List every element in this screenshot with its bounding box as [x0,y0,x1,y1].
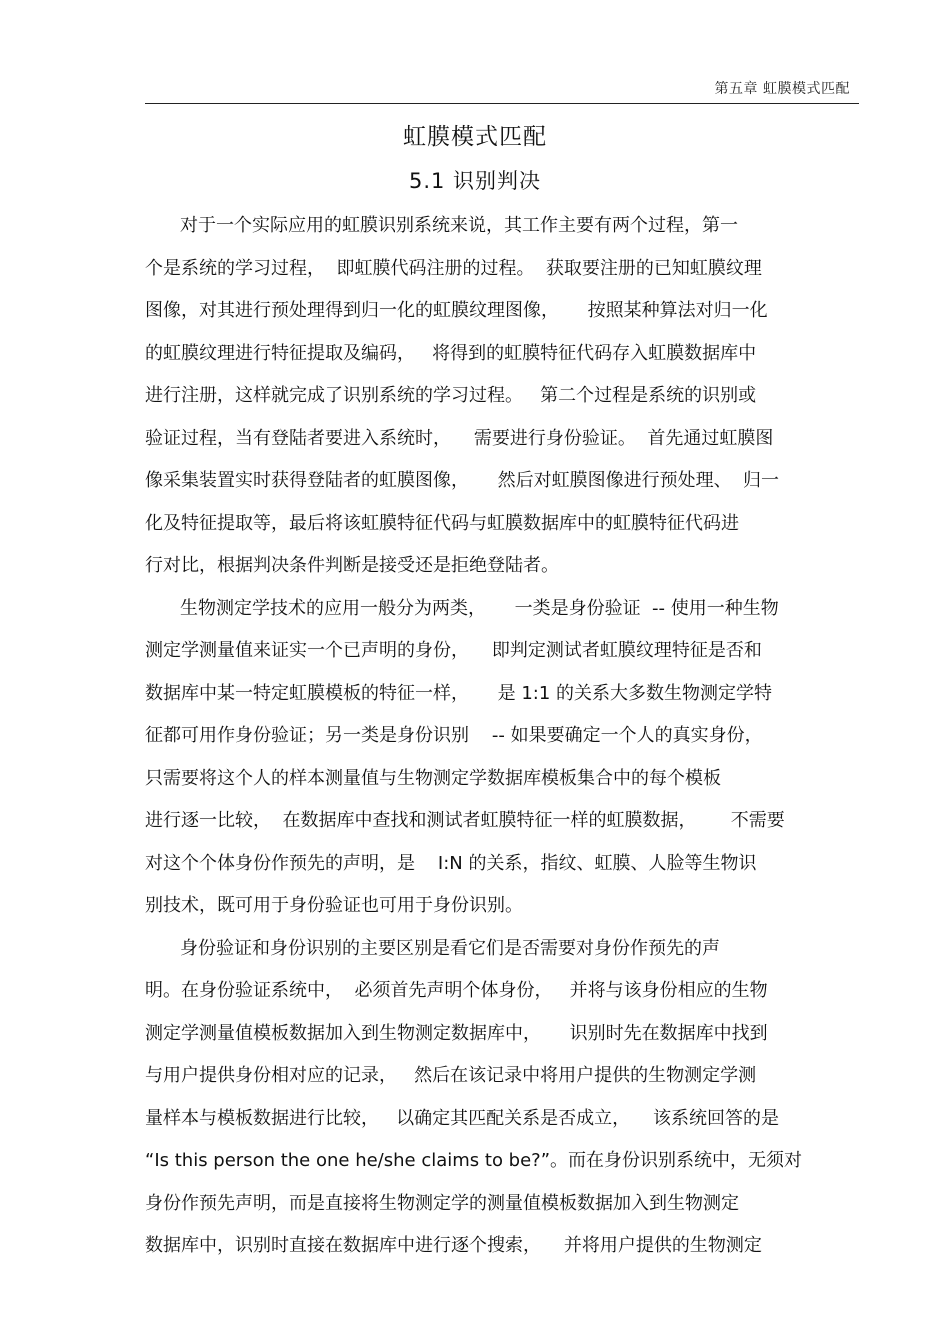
paragraph-line: 行对比，根据判决条件判断是接受还是拒绝登陆者。 [145,555,559,576]
paragraph-line: 进行逐一比较， 在数据库中查找和测试者虹膜特征一样的虹膜数据， 不需要 [145,810,785,831]
paragraph-line: 测定学测量值模板数据加入到生物测定数据库中， 识别时先在数据库中找到 [145,1022,768,1044]
body-text [145,205,860,1268]
paragraph-line: 验证过程，当有登陆者要进入系统时， 需要进行身份验证。 首先通过虹膜图 [145,427,774,449]
running-header: 第五章 虹膜模式匹配 [714,81,850,97]
paragraph-line: 数据库中某一特定虹膜模板的特征一样， 是 1:1 的关系大多数生物测定学特 [145,682,773,704]
paragraph-line: 量样本与模板数据进行比较， 以确定其匹配关系是否成立， 该系统回答的是 [145,1107,780,1129]
paragraph-line: 只需要将这个人的样本测量值与生物测定学数据库模板集合中的每个模板 [145,767,721,789]
paragraph-line: 生物测定学技术的应用一般分为两类， 一类是身份验证 -- 使用一种生物 [180,597,779,619]
paragraph-line: 的虹膜纹理进行特征提取及编码， 将得到的虹膜特征代码存入虹膜数据库中 [145,342,757,364]
paragraph-line: 进行注册，这样就完成了识别系统的学习过程。 第二个过程是系统的识别或 [145,385,757,406]
paragraph-line: 图像，对其进行预处理得到归一化的虹膜纹理图像， 按照某种算法对归一化 [145,300,768,321]
paragraph-line: 身份作预先声明，而是直接将生物测定学的测量值模板数据加入到生物测定 [145,1192,739,1214]
paragraph-line: 明。在身份验证系统中， 必须首先声明个体身份， 并将与该身份相应的生物 [145,980,768,1001]
paragraph-line: 测定学测量值来证实一个已声明的身份， 即判定测试者虹膜纹理特征是否和 [145,640,762,661]
header-rule [145,103,859,104]
paragraph-line: “Is this person the one he/she claims to be?”。而在身份识别系统中，无须对 [145,1150,803,1171]
paragraph-line: 别技术，既可用于身份验证也可用于身份识别。 [145,895,523,916]
section-heading: 5.1 识别判决 [408,169,542,193]
paragraph-line: 像采集装置实时获得登陆者的虹膜图像， 然后对虹膜图像进行预处理、 归一 [145,470,780,491]
paragraph-line: 征都可用作身份验证；另一类是身份识别 -- 如果要确定一个人的真实身份， [145,725,763,746]
paragraph-line: 与用户提供身份相对应的记录， 然后在该记录中将用户提供的生物测定学测 [145,1065,757,1086]
document-title: 虹膜模式匹配 [403,124,547,150]
paragraph-line: 个是系统的学习过程， 即虹膜代码注册的过程。 获取要注册的已知虹膜纹理 [145,257,762,279]
paragraph-line: 身份验证和身份识别的主要区别是看它们是否需要对身份作预先的声 [180,937,720,959]
paragraph-line: 对于一个实际应用的虹膜识别系统来说，其工作主要有两个过程，第一 [180,215,738,236]
paragraph-line: 对这个个体身份作预先的声明，是 I:N 的关系，指纹、虹膜、人脸等生物识 [145,852,757,874]
paragraph-line: 数据库中，识别时直接在数据库中进行逐个搜索， 并将用户提供的生物测定 [145,1235,762,1256]
paragraph-line: 化及特征提取等，最后将该虹膜特征代码与虹膜数据库中的虹膜特征代码进 [145,512,739,534]
